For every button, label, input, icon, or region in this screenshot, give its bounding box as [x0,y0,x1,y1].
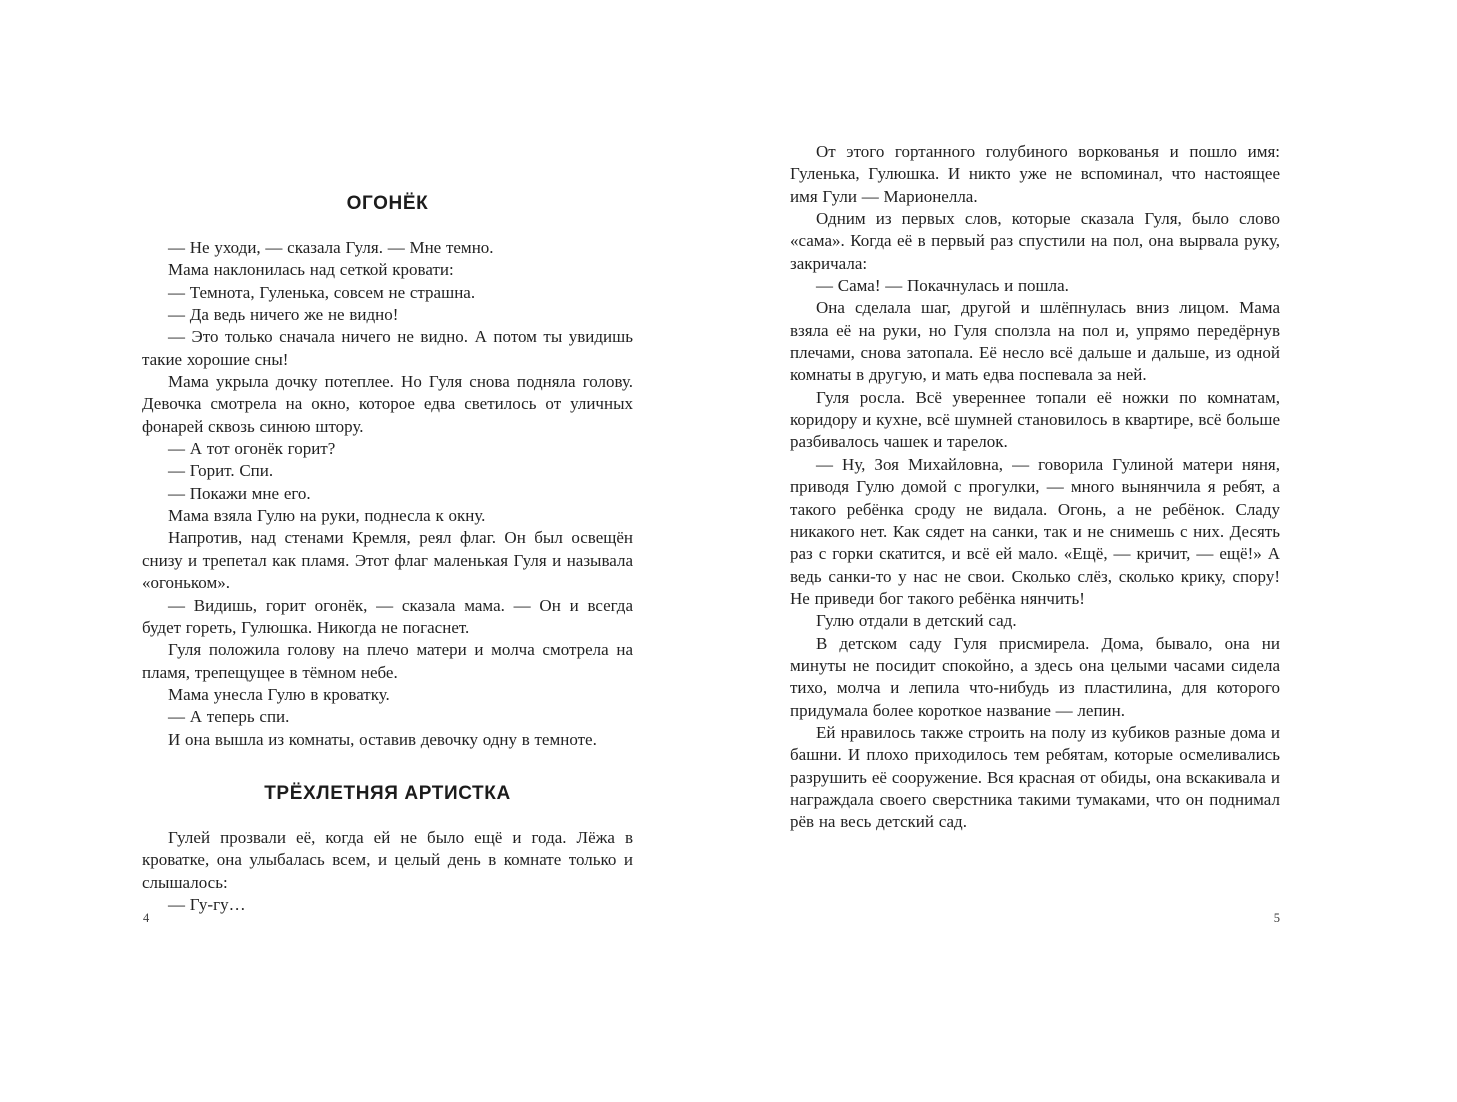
paragraph: — Видишь, горит огонёк, — сказала мама. — Он и всегда будет гореть, Гулюшка. Никогда не погаснет. [142,595,633,637]
chapter-title: ТРЁХЛЕТНЯЯ АРТИСТКА [264,782,511,804]
paragraph: Гулей прозвали её, когда ей не было ещё и года. Лёжа в кроватке, она улыбалась всем, и целый день в комнате только и слышалось: [142,827,633,892]
paragraph: — Гу-гу… [168,894,246,914]
paragraph: — Да ведь ничего же не видно! [168,305,399,325]
paragraph: Одним из первых слов, которые сказала Гуля, было слово «сама». Когда её в первый раз спустили на пол, она вырвала руку, закричала: [790,209,1280,273]
paragraph: — А теперь спи. [168,707,290,727]
paragraph: Гуля положила голову на плечо матери и молча смотрела на пламя, трепещущее в тёмном небе. [142,640,633,682]
paragraph: От этого гортанного голубиного воркованья и пошло имя: Гуленька, Гулюшка. И никто уже не вспоминал, что настоящее имя Гули — Марионелла. [790,142,1280,206]
page-right-text-column [790,141,1280,834]
paragraph: Гулю отдали в детский сад. [816,611,1017,631]
paragraph: — Это только сначала ничего не видно. А потом ты увидишь такие хорошие сны! [142,327,633,369]
paragraph: — Не уходи, — сказала Гуля. — Мне темно. [168,238,494,257]
paragraph: — Ну, Зоя Михайловна, — говорила Гулиной матери няня, приводя Гулю домой с прогулки, — много вынянчила я ребят, а такого ребёнка сроду не видала. Огонь, а не ребёнок. Сладу никакого нет. Как сядет на санки, так и не снимешь с них. Десять раз с горки скатится, и всё ей мало. «Ещё, — кричит, — ещё!» А ведь санки-то у нас не свои. Сколько слёз, сколько крику, спору! Не приведи бог такого ребёнка нянчить! [790,454,1280,608]
paragraph: И она вышла из комнаты, оставив девочку одну в темноте. [168,729,597,749]
paragraph: Мама наклонилась над сеткой кровати: [168,260,454,280]
paragraph: Ей нравилось также строить на полу из кубиков разные дома и башни. И плохо приходилось тем ребятам, которые осмеливались разрушить её сооружение. Вся красная от обиды, она вскакивала и награждала своего сверстника такими тумаками, что он поднимал рёв на весь детский сад. [790,722,1280,832]
page-number-left: 4 [143,911,150,925]
paragraph: — А тот огонёк горит? [168,439,336,459]
paragraph: Она сделала шаг, другой и шлёпнулась вниз лицом. Мама взяла её на руки, но Гуля сползла на пол и, упрямо передёрнув плечами, снова затопала. Её несло всё дальше и дальше, из одной комнаты в другую, и мать едва поспевала за ней. [790,298,1280,385]
paragraph: Напротив, над стенами Кремля, реял флаг. Он был освещён снизу и трепетал как пламя. Этот флаг маленькая Гуля и называла «огоньком». [142,528,633,593]
paragraph: — Сама! — Покачнулась и пошла. [816,276,1069,296]
paragraph: Мама унесла Гулю в кроватку. [168,684,390,704]
chapter-title: ОГОНЁК [346,193,429,214]
paragraph: Мама укрыла дочку потеплее. Но Гуля снова подняла голову. Девочка смотрела на окно, которое едва светилось от уличных фонарей сквозь синюю штору. [142,372,633,436]
paragraph: В детском саду Гуля присмирела. Дома, бывало, она ни минуты не посидит спокойно, а здесь она целыми часами сидела тихо, молча и лепила что-нибудь из пластилина, для которого придумала более короткое название — лепин. [790,633,1280,720]
paragraph: Гуля росла. Всё увереннее топали её ножки по комнатам, коридору и кухне, всё шумней становилось в квартире, всё больше разбивалось чашек и тарелок. [790,387,1280,452]
paragraph: — Темнота, Гуленька, совсем не страшна. [168,282,476,302]
page-left-text-column [142,192,633,916]
paragraph: Мама взяла Гулю на руки, поднесла к окну. [168,506,486,526]
page-number-right: 5 [1273,911,1280,925]
paragraph: — Горит. Спи. [168,461,274,481]
paragraph: — Покажи мне его. [168,483,311,503]
